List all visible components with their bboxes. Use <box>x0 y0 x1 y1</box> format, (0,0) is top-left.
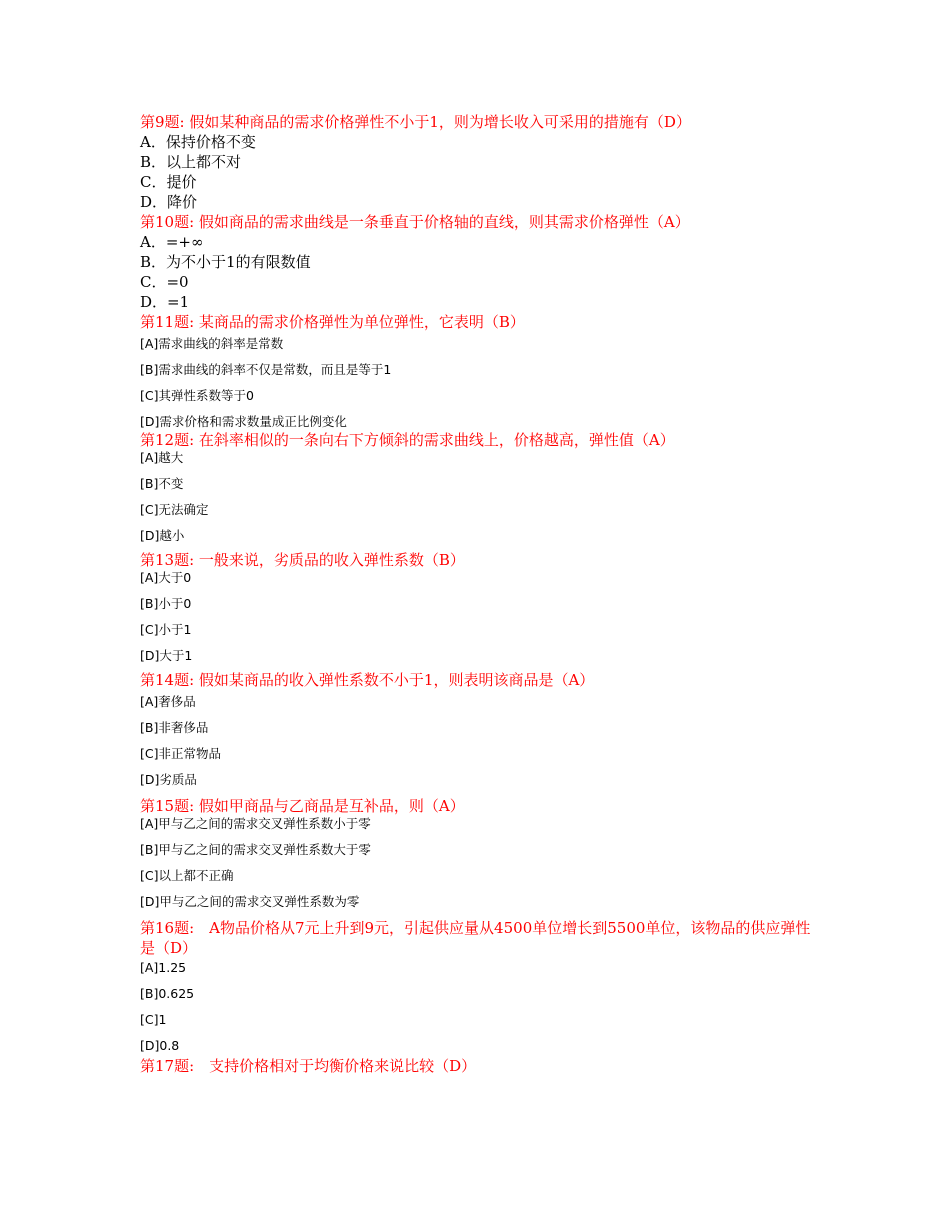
option-d: [D]0.8 <box>140 1038 180 1053</box>
option-b: [B]0.625 <box>140 986 195 1001</box>
option-d: D．=1 <box>140 293 190 311</box>
option-c: [C]1 <box>140 1012 167 1027</box>
option-b: [B]非奢侈品 <box>140 720 209 735</box>
question-title: 第11题: 某商品的需求价格弹性为单位弹性，它表明（B） <box>140 313 525 331</box>
question-block <box>140 670 820 788</box>
question-title: 第13题: 一般来说，劣质品的收入弹性系数（B） <box>140 551 465 569</box>
question-block <box>140 212 820 312</box>
option-b: B．以上都不对 <box>140 153 242 171</box>
question-title: 第10题: 假如商品的需求曲线是一条垂直于价格轴的直线，则其需求价格弹性（A） <box>140 213 690 231</box>
question-block <box>140 430 820 544</box>
option-a: [A]需求曲线的斜率是常数 <box>140 336 284 351</box>
question-title: 第12题: 在斜率相似的一条向右下方倾斜的需求曲线上，价格越高，弹性值（A） <box>140 431 675 449</box>
option-c: [C]以上都不正确 <box>140 868 234 883</box>
question-title: 第16题: A物品价格从7元上升到9元，引起供应量从4500单位增长到5500单位，该物品的供应弹性是（D） <box>140 919 811 957</box>
question-title: 第17题: 支持价格相对于均衡价格来说比较（D） <box>140 1057 477 1075</box>
question-block <box>140 312 820 430</box>
question-block <box>140 796 820 910</box>
option-d: [D]大于1 <box>140 648 193 663</box>
question-title: 第15题: 假如甲商品与乙商品是互补品，则（A） <box>140 797 465 815</box>
option-d: D．降价 <box>140 193 198 211</box>
question-title: 第9题: 假如某种商品的需求价格弹性不小于1，则为增长收入可采用的措施有（D） <box>140 113 691 131</box>
option-b: [B]甲与乙之间的需求交叉弹性系数大于零 <box>140 842 371 857</box>
option-a: A．保持价格不变 <box>140 133 256 151</box>
option-list <box>140 450 820 544</box>
option-list <box>140 694 820 788</box>
question-block <box>140 112 820 212</box>
option-c: [C]无法确定 <box>140 502 209 517</box>
option-c: C．=0 <box>140 273 189 291</box>
option-list <box>140 960 820 1054</box>
option-d: [D]甲与乙之间的需求交叉弹性系数为零 <box>140 894 360 909</box>
option-c: [C]其弹性系数等于0 <box>140 388 254 403</box>
option-a: [A]大于0 <box>140 570 192 585</box>
option-d: [D]越小 <box>140 528 185 543</box>
option-a: [A]甲与乙之间的需求交叉弹性系数小于零 <box>140 816 371 831</box>
option-b: B．为不小于1的有限数值 <box>140 253 311 271</box>
option-c: [C]非正常物品 <box>140 746 221 761</box>
option-list <box>140 570 820 664</box>
option-a: A．=+∞ <box>140 233 204 251</box>
option-b: [B]小于0 <box>140 596 192 611</box>
question-title: 第14题: 假如某商品的收入弹性系数不小于1，则表明该商品是（A） <box>140 671 595 689</box>
option-d: [D]需求价格和需求数量成正比例变化 <box>140 414 347 429</box>
document-page <box>140 112 820 1076</box>
option-list <box>140 336 820 430</box>
option-list <box>140 816 820 910</box>
question-block <box>140 1056 820 1076</box>
option-c: [C]小于1 <box>140 622 192 637</box>
option-b: [B]需求曲线的斜率不仅是常数，而且是等于1 <box>140 362 392 377</box>
option-a: [A]奢侈品 <box>140 694 196 709</box>
option-a: [A]越大 <box>140 450 184 465</box>
option-b: [B]不变 <box>140 476 184 491</box>
option-c: C．提价 <box>140 173 197 191</box>
option-d: [D]劣质品 <box>140 772 197 787</box>
question-block <box>140 550 820 664</box>
question-block <box>140 918 820 1054</box>
option-a: [A]1.25 <box>140 960 187 975</box>
